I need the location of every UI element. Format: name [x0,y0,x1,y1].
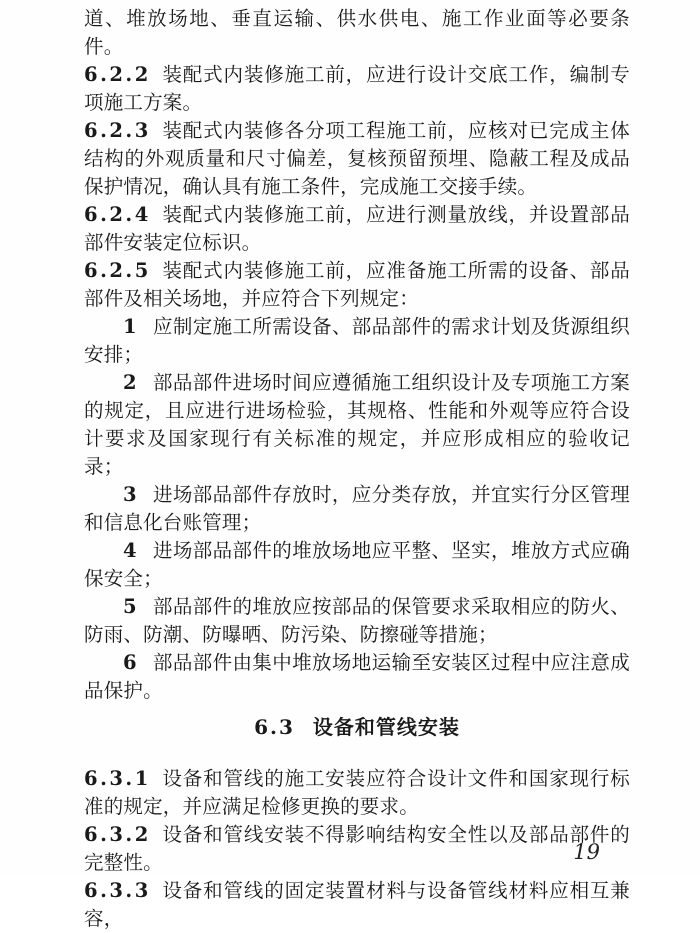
clause-6-3-3 [84,877,630,933]
item-number: 5 [123,595,137,618]
item-number: 4 [123,539,137,562]
clause-text: 装配式内装修施工前，应进行测量放线，并设置部品部件安装定位标识。 [84,203,630,254]
item-number: 1 [123,315,137,338]
clause-text: 设备和管线的施工安装应符合设计文件和国家现行标准的规定，并应满足检修更换的要求。 [84,767,630,818]
page-number: 19 [573,840,600,864]
clause-text: 装配式内装修各分项工程施工前，应核对已完成主体结构的外观质量和尺寸偏差，复核预留预埋、隐蔽工程及成品保护情况，确认具有施工条件，完成施工交接手续。 [84,119,630,198]
item-number: 6 [123,651,137,674]
item-text: 部品部件进场时间应遵循施工组织设计及专项施工方案的规定，且应进行进场检验，其规格、性能和外观等应符合设计要求及国家现行有关标准的规定，并应形成相应的验收记录； [84,371,630,478]
clause-6-3-2 [84,821,630,877]
clause-number: 6.3.1 [84,767,151,790]
clause-number: 6.3.3 [84,879,151,902]
list-item-6 [84,649,630,705]
item-text: 进场部品部件存放时，应分类存放，并宜实行分区管理和信息化台账管理； [84,483,630,534]
clause-number: 6.2.2 [84,63,151,86]
section-heading [84,713,630,742]
item-text: 进场部品部件的堆放场地应平整、坚实，堆放方式应确保安全； [84,539,630,590]
item-number: 3 [123,483,137,506]
list-item-4 [84,537,630,593]
clause-text: 装配式内装修施工前，应进行设计交底工作，编制专项施工方案。 [84,63,630,114]
section-title: 设备和管线安装 [312,717,460,739]
list-item-2 [84,369,630,481]
clause-number: 6.2.4 [84,203,151,226]
clause-6-2-5 [84,257,630,313]
clause-number: 6.2.3 [84,119,151,142]
list-item-1 [84,313,630,369]
clause-6-3-1 [84,765,630,821]
clause-6-2-3 [84,117,630,201]
list-item-5 [84,593,630,649]
clause-text: 设备和管线安装不得影响结构安全性以及部品部件的完整性。 [84,823,630,874]
clause-number: 6.2.5 [84,259,151,282]
item-number: 2 [123,371,137,394]
clause-6-2-4 [84,201,630,257]
list-item-3 [84,481,630,537]
clause-6-2-2 [84,61,630,117]
clause-text: 装配式内装修施工前，应准备施工所需的设备、部品部件及相关场地，并应符合下列规定： [84,259,630,310]
page-content [84,5,630,933]
item-text: 部品部件由集中堆放场地运输至安装区过程中应注意成品保护。 [84,651,630,702]
item-text: 部品部件的堆放应按部品的保管要求采取相应的防火、防雨、防潮、防曝晒、防污染、防擦碰等措施； [84,595,630,646]
clause-text: 设备和管线的固定装置材料与设备管线材料应相互兼容， [84,879,630,930]
item-text: 应制定施工所需设备、部品部件的需求计划及货源组织安排； [84,315,630,366]
clause-number: 6.3.2 [84,823,151,846]
continuation-paragraph: 道、堆放场地、垂直运输、供水供电、施工作业面等必要条件。 [84,7,630,58]
section-number: 6.3 [254,715,295,739]
